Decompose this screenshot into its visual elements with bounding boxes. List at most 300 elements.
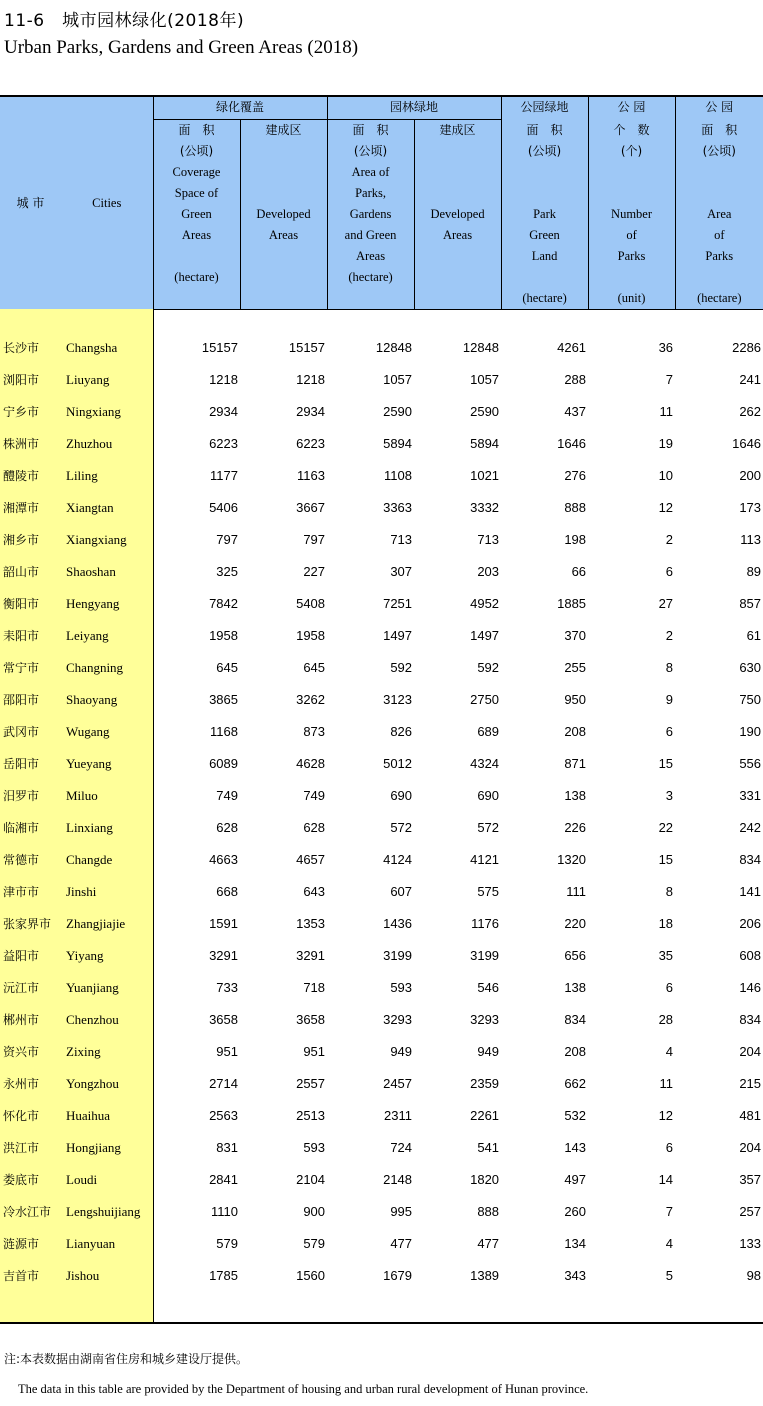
table-row: [0, 620, 763, 652]
note-cn: 注:本表数据由湖南省住房和城乡建设厅提供。: [4, 1352, 249, 1366]
value-cell: 4657: [296, 852, 326, 867]
value-cell: 3865: [209, 692, 238, 707]
value-cell: 437: [564, 404, 587, 419]
header-col-7: [675, 120, 763, 310]
header-line: 面 积: [178, 123, 215, 137]
table-row: [0, 876, 763, 908]
city-name-en: Yiyang: [61, 940, 153, 972]
city-name-en: Changning: [61, 652, 153, 684]
value-cell: 1785: [209, 1268, 238, 1283]
value-cell: 3293: [383, 1012, 413, 1027]
city-name-en: Hongjiang: [61, 1132, 153, 1164]
value-cell: 4261: [557, 340, 587, 355]
city-name-en: Liuyang: [61, 364, 153, 396]
header-city-en: Cities: [61, 96, 153, 309]
value-cell: 5: [665, 1268, 674, 1283]
city-name-cn: 永州市: [0, 1068, 61, 1100]
value-cell: 307: [390, 564, 413, 579]
value-cell: 2934: [209, 404, 238, 419]
value-cell: 2261: [470, 1108, 500, 1123]
value-cell: 14: [658, 1172, 674, 1187]
city-name-cn: 娄底市: [0, 1164, 61, 1196]
value-cell: 1057: [383, 372, 413, 387]
value-cell: 873: [303, 724, 326, 739]
value-cell: 1885: [557, 596, 587, 611]
value-cell: 28: [658, 1012, 674, 1027]
value-cell: 2841: [209, 1172, 238, 1187]
value-cell: 200: [739, 468, 762, 483]
city-name-en: Xiangxiang: [61, 524, 153, 556]
value-cell: 325: [216, 564, 238, 579]
header-city-cn: 城 市: [0, 96, 61, 309]
value-cell: 949: [390, 1044, 413, 1059]
value-cell: 871: [564, 756, 587, 771]
value-cell: 12: [658, 1108, 674, 1123]
value-cell: 241: [739, 372, 762, 387]
header-line: Number: [611, 206, 653, 221]
value-cell: 572: [477, 820, 500, 835]
spacer-row: [0, 309, 763, 332]
city-name-cn: 资兴市: [0, 1036, 61, 1068]
value-cell: 198: [564, 532, 587, 547]
value-cell: 7: [665, 1204, 674, 1219]
city-name-en: Loudi: [61, 1164, 153, 1196]
value-cell: 1497: [383, 628, 413, 643]
value-cell: 593: [390, 980, 413, 995]
value-cell: 733: [216, 980, 238, 995]
header-line: Space of: [174, 186, 219, 200]
value-cell: 27: [658, 596, 674, 611]
header-col-6: [588, 120, 675, 310]
value-cell: 572: [390, 820, 413, 835]
value-cell: 592: [477, 660, 500, 675]
value-cell: 630: [739, 660, 762, 675]
table-row: [0, 524, 763, 556]
header-col-2: [240, 120, 327, 310]
value-cell: 4121: [470, 852, 500, 867]
value-cell: 242: [739, 820, 762, 835]
header-line: 个 数: [613, 122, 650, 137]
header-line: [415, 183, 501, 204]
table-row: [0, 1036, 763, 1068]
header-line: (unit): [617, 290, 646, 305]
city-name-cn: 洪江市: [0, 1132, 61, 1164]
value-cell: 690: [477, 788, 500, 803]
header-line: [241, 183, 327, 204]
city-name-cn: 醴陵市: [0, 460, 61, 492]
header-line: (公顷): [702, 143, 736, 158]
value-cell: 146: [739, 980, 762, 995]
value-cell: 2: [665, 532, 674, 547]
value-cell: 260: [564, 1204, 587, 1219]
value-cell: 18: [658, 916, 674, 931]
value-cell: 257: [739, 1204, 762, 1219]
table-row: [0, 684, 763, 716]
header-line: (hectare): [348, 270, 393, 284]
value-cell: 8: [665, 660, 674, 675]
table-row: [0, 940, 763, 972]
value-cell: 834: [739, 1012, 762, 1027]
city-name-en: Zhuzhou: [61, 428, 153, 460]
city-name-en: Hengyang: [61, 588, 153, 620]
city-name-cn: 郴州市: [0, 1004, 61, 1036]
page-title-cn: 11-6 城市园林绿化(2018年): [4, 11, 245, 31]
value-cell: 900: [303, 1204, 326, 1219]
city-name-en: Ningxiang: [61, 396, 153, 428]
value-cell: 12: [658, 500, 674, 515]
city-name-en: Zhangjiajie: [61, 908, 153, 940]
header-line: [676, 183, 763, 204]
value-cell: 2286: [732, 340, 762, 355]
value-cell: 215: [739, 1076, 762, 1091]
value-cell: 66: [571, 564, 587, 579]
table-row: [0, 428, 763, 460]
value-cell: 3: [665, 788, 674, 803]
city-name-cn: 常宁市: [0, 652, 61, 684]
table-row: [0, 812, 763, 844]
table-body: [0, 309, 763, 1323]
value-cell: 4663: [209, 852, 238, 867]
value-cell: 1320: [557, 852, 587, 867]
header-line: [415, 162, 501, 183]
city-name-en: Shaoshan: [61, 556, 153, 588]
table-row: [0, 1132, 763, 1164]
value-cell: 7: [665, 372, 674, 387]
value-cell: 2590: [383, 404, 413, 419]
header-group-park-green: 公园绿地: [501, 96, 588, 120]
value-cell: 138: [564, 980, 587, 995]
value-cell: 1646: [732, 436, 762, 451]
value-cell: 2359: [470, 1076, 500, 1091]
value-cell: 111: [566, 884, 587, 899]
value-cell: 15157: [201, 340, 238, 355]
value-cell: 826: [390, 724, 413, 739]
city-name-cn: 浏阳市: [0, 364, 61, 396]
value-cell: 6: [665, 1140, 674, 1155]
value-cell: 2: [665, 628, 674, 643]
value-cell: 89: [746, 564, 762, 579]
header-line: Green: [529, 227, 560, 242]
city-name-en: Miluo: [61, 780, 153, 812]
header-line: (hectare): [174, 270, 219, 284]
value-cell: 1176: [471, 916, 500, 931]
value-cell: 718: [303, 980, 326, 995]
header-line: 建成区: [439, 123, 476, 137]
value-cell: 556: [739, 756, 762, 771]
value-cell: 713: [477, 532, 500, 547]
value-cell: 3199: [383, 948, 413, 963]
value-cell: 3262: [296, 692, 326, 707]
city-name-cn: 宁乡市: [0, 396, 61, 428]
value-cell: 8: [665, 884, 674, 899]
value-cell: 1110: [211, 1204, 238, 1219]
value-cell: 6223: [296, 436, 326, 451]
value-cell: 190: [739, 724, 762, 739]
city-name-cn: 湘潭市: [0, 492, 61, 524]
header-col-4: [414, 120, 501, 310]
value-cell: 4628: [296, 756, 326, 771]
value-cell: 797: [216, 532, 238, 547]
table-row: [0, 908, 763, 940]
value-cell: 1560: [296, 1268, 326, 1283]
value-cell: 12848: [375, 340, 413, 355]
value-cell: 61: [746, 628, 762, 643]
header-line: [241, 141, 327, 162]
table-row: [0, 396, 763, 428]
value-cell: 262: [739, 404, 762, 419]
value-cell: 1108: [384, 468, 413, 483]
page-title-en: Urban Parks, Gardens and Green Areas (2018): [4, 37, 359, 58]
header-line: and Green: [344, 228, 397, 242]
city-name-cn: 武冈市: [0, 716, 61, 748]
value-cell: 831: [216, 1140, 238, 1155]
header-line: Parks: [705, 248, 734, 263]
value-cell: 2750: [470, 692, 500, 707]
value-cell: 1389: [470, 1268, 500, 1283]
value-cell: 2104: [296, 1172, 326, 1187]
value-cell: 1021: [470, 468, 500, 483]
value-cell: 10: [658, 468, 674, 483]
city-name-en: Liling: [61, 460, 153, 492]
value-cell: 888: [477, 1204, 500, 1219]
header-col-1: [153, 120, 240, 310]
value-cell: 481: [739, 1108, 762, 1123]
table-row: [0, 364, 763, 396]
value-cell: 220: [564, 916, 587, 931]
value-cell: 3658: [209, 1012, 238, 1027]
city-name-en: Wugang: [61, 716, 153, 748]
city-name-en: Shaoyang: [61, 684, 153, 716]
city-name-cn: 衡阳市: [0, 588, 61, 620]
value-cell: 950: [564, 692, 587, 707]
value-cell: 6223: [209, 436, 238, 451]
city-name-cn: 湘乡市: [0, 524, 61, 556]
value-cell: 22: [658, 820, 674, 835]
value-cell: 2714: [209, 1076, 238, 1091]
value-cell: 749: [216, 788, 238, 803]
header-line: [502, 162, 588, 183]
value-cell: 2513: [296, 1108, 326, 1123]
value-cell: 834: [739, 852, 762, 867]
value-cell: 15: [658, 756, 674, 771]
table-row: [0, 460, 763, 492]
header-line: 面 积: [352, 123, 389, 137]
header-group-parks-num: 公 园: [588, 96, 675, 120]
value-cell: 995: [390, 1204, 413, 1219]
header-line: 建成区: [265, 123, 302, 137]
value-cell: 949: [477, 1044, 500, 1059]
value-cell: 6: [665, 724, 674, 739]
header-line: Areas: [268, 228, 299, 242]
value-cell: 11: [659, 404, 674, 419]
value-cell: 662: [564, 1076, 587, 1091]
header-line: Area: [707, 206, 732, 221]
header-line: of: [714, 227, 725, 242]
header-line: Developed: [256, 207, 311, 221]
value-cell: 208: [564, 724, 587, 739]
value-cell: 749: [303, 788, 326, 803]
city-name-cn: 株洲市: [0, 428, 61, 460]
header-line: [502, 267, 588, 288]
value-cell: 2457: [383, 1076, 413, 1091]
value-cell: 1820: [470, 1172, 500, 1187]
header-line: Areas: [181, 228, 212, 242]
header-line: (个): [620, 143, 643, 158]
city-name-en: Chenzhou: [61, 1004, 153, 1036]
value-cell: 343: [564, 1268, 587, 1283]
header-line: [589, 267, 675, 288]
city-name-en: Huaihua: [61, 1100, 153, 1132]
value-cell: 4324: [470, 756, 500, 771]
value-cell: 541: [477, 1140, 500, 1155]
city-name-en: Yuanjiang: [61, 972, 153, 1004]
value-cell: 4: [665, 1236, 674, 1251]
city-name-cn: 沅江市: [0, 972, 61, 1004]
value-cell: 9: [665, 692, 674, 707]
value-cell: 143: [564, 1140, 587, 1155]
table-row: [0, 716, 763, 748]
value-cell: 477: [390, 1236, 413, 1251]
value-cell: 951: [303, 1044, 326, 1059]
header-line: [154, 246, 240, 267]
header-line: [415, 141, 501, 162]
value-cell: 226: [564, 820, 587, 835]
city-name-cn: 岳阳市: [0, 748, 61, 780]
value-cell: 206: [739, 916, 762, 931]
city-name-cn: 耒阳市: [0, 620, 61, 652]
value-cell: 1497: [470, 628, 500, 643]
city-name-en: Jishou: [61, 1260, 153, 1292]
value-cell: 204: [739, 1044, 762, 1059]
header-line: (公顷): [179, 144, 214, 158]
value-cell: 546: [477, 980, 500, 995]
header-line: Gardens: [349, 207, 392, 221]
table-row: [0, 1196, 763, 1228]
header-line: Land: [531, 248, 558, 263]
value-cell: 3658: [296, 1012, 326, 1027]
table-header: [0, 96, 763, 309]
city-name-cn: 韶山市: [0, 556, 61, 588]
table-row: [0, 1228, 763, 1260]
value-cell: 724: [390, 1140, 413, 1155]
header-line: Green: [181, 207, 212, 221]
value-cell: 690: [390, 788, 413, 803]
value-cell: 227: [303, 564, 326, 579]
value-cell: 656: [564, 948, 587, 963]
value-cell: 579: [216, 1236, 238, 1251]
value-cell: 1436: [383, 916, 413, 931]
value-cell: 6089: [209, 756, 238, 771]
city-name-cn: 汨罗市: [0, 780, 61, 812]
value-cell: 203: [477, 564, 500, 579]
value-cell: 713: [390, 532, 413, 547]
table-row: [0, 332, 763, 364]
header-line: (hectare): [522, 290, 567, 305]
header-line: Areas: [442, 228, 473, 242]
value-cell: 5406: [209, 500, 238, 515]
city-name-en: Lianyuan: [61, 1228, 153, 1260]
value-cell: 4952: [470, 596, 500, 611]
table-row: [0, 972, 763, 1004]
value-cell: 208: [564, 1044, 587, 1059]
header-line: of: [626, 227, 637, 242]
city-name-cn: 津市市: [0, 876, 61, 908]
value-cell: 593: [303, 1140, 326, 1155]
city-name-en: Changsha: [61, 332, 153, 364]
city-name-cn: 临湘市: [0, 812, 61, 844]
header-line: Developed: [430, 207, 485, 221]
value-cell: 1218: [209, 372, 238, 387]
city-name-en: Jinshi: [61, 876, 153, 908]
header-line: Areas: [355, 249, 386, 263]
value-cell: 370: [564, 628, 587, 643]
value-cell: 113: [740, 532, 762, 547]
value-cell: 4124: [383, 852, 413, 867]
table-row: [0, 492, 763, 524]
header-line: Park: [533, 206, 556, 221]
table-row: [0, 652, 763, 684]
header-line: Coverage: [172, 165, 221, 179]
value-cell: 36: [658, 340, 674, 355]
value-cell: 1057: [470, 372, 500, 387]
value-cell: 668: [216, 884, 238, 899]
header-line: 面 积: [701, 122, 738, 137]
header-line: [589, 162, 675, 183]
value-cell: 1177: [210, 468, 238, 483]
city-name-cn: 邵阳市: [0, 684, 61, 716]
header-line: Parks: [617, 248, 646, 263]
value-cell: 12848: [462, 340, 500, 355]
header-line: [241, 162, 327, 183]
value-cell: 579: [303, 1236, 326, 1251]
value-cell: 7842: [209, 596, 238, 611]
value-cell: 6: [665, 980, 674, 995]
city-name-en: Linxiang: [61, 812, 153, 844]
value-cell: 35: [658, 948, 674, 963]
value-cell: 643: [303, 884, 326, 899]
value-cell: 645: [216, 660, 238, 675]
value-cell: 834: [564, 1012, 587, 1027]
city-name-en: Lengshuijiang: [61, 1196, 153, 1228]
city-name-en: Yongzhou: [61, 1068, 153, 1100]
value-cell: 141: [739, 884, 762, 899]
value-cell: 1353: [296, 916, 326, 931]
value-cell: 1163: [297, 468, 326, 483]
city-name-en: Yueyang: [61, 748, 153, 780]
value-cell: 7251: [383, 596, 413, 611]
value-cell: 288: [564, 372, 587, 387]
value-cell: 255: [564, 660, 587, 675]
header-line: Parks,: [355, 186, 386, 200]
value-cell: 532: [564, 1108, 587, 1123]
value-cell: 3667: [296, 500, 326, 515]
value-cell: 3332: [470, 500, 500, 515]
value-cell: 1958: [296, 628, 326, 643]
table-row: [0, 1260, 763, 1292]
value-cell: 15: [658, 852, 674, 867]
value-cell: 98: [746, 1268, 762, 1283]
table-row: [0, 1004, 763, 1036]
header-line: [676, 162, 763, 183]
header-col-3: [327, 120, 414, 310]
header-line: [502, 183, 588, 204]
value-cell: 15157: [288, 340, 326, 355]
value-cell: 3199: [470, 948, 500, 963]
value-cell: 575: [477, 884, 500, 899]
value-cell: 3123: [383, 692, 413, 707]
header-line: 面 积: [526, 122, 563, 137]
value-cell: 2934: [296, 404, 326, 419]
